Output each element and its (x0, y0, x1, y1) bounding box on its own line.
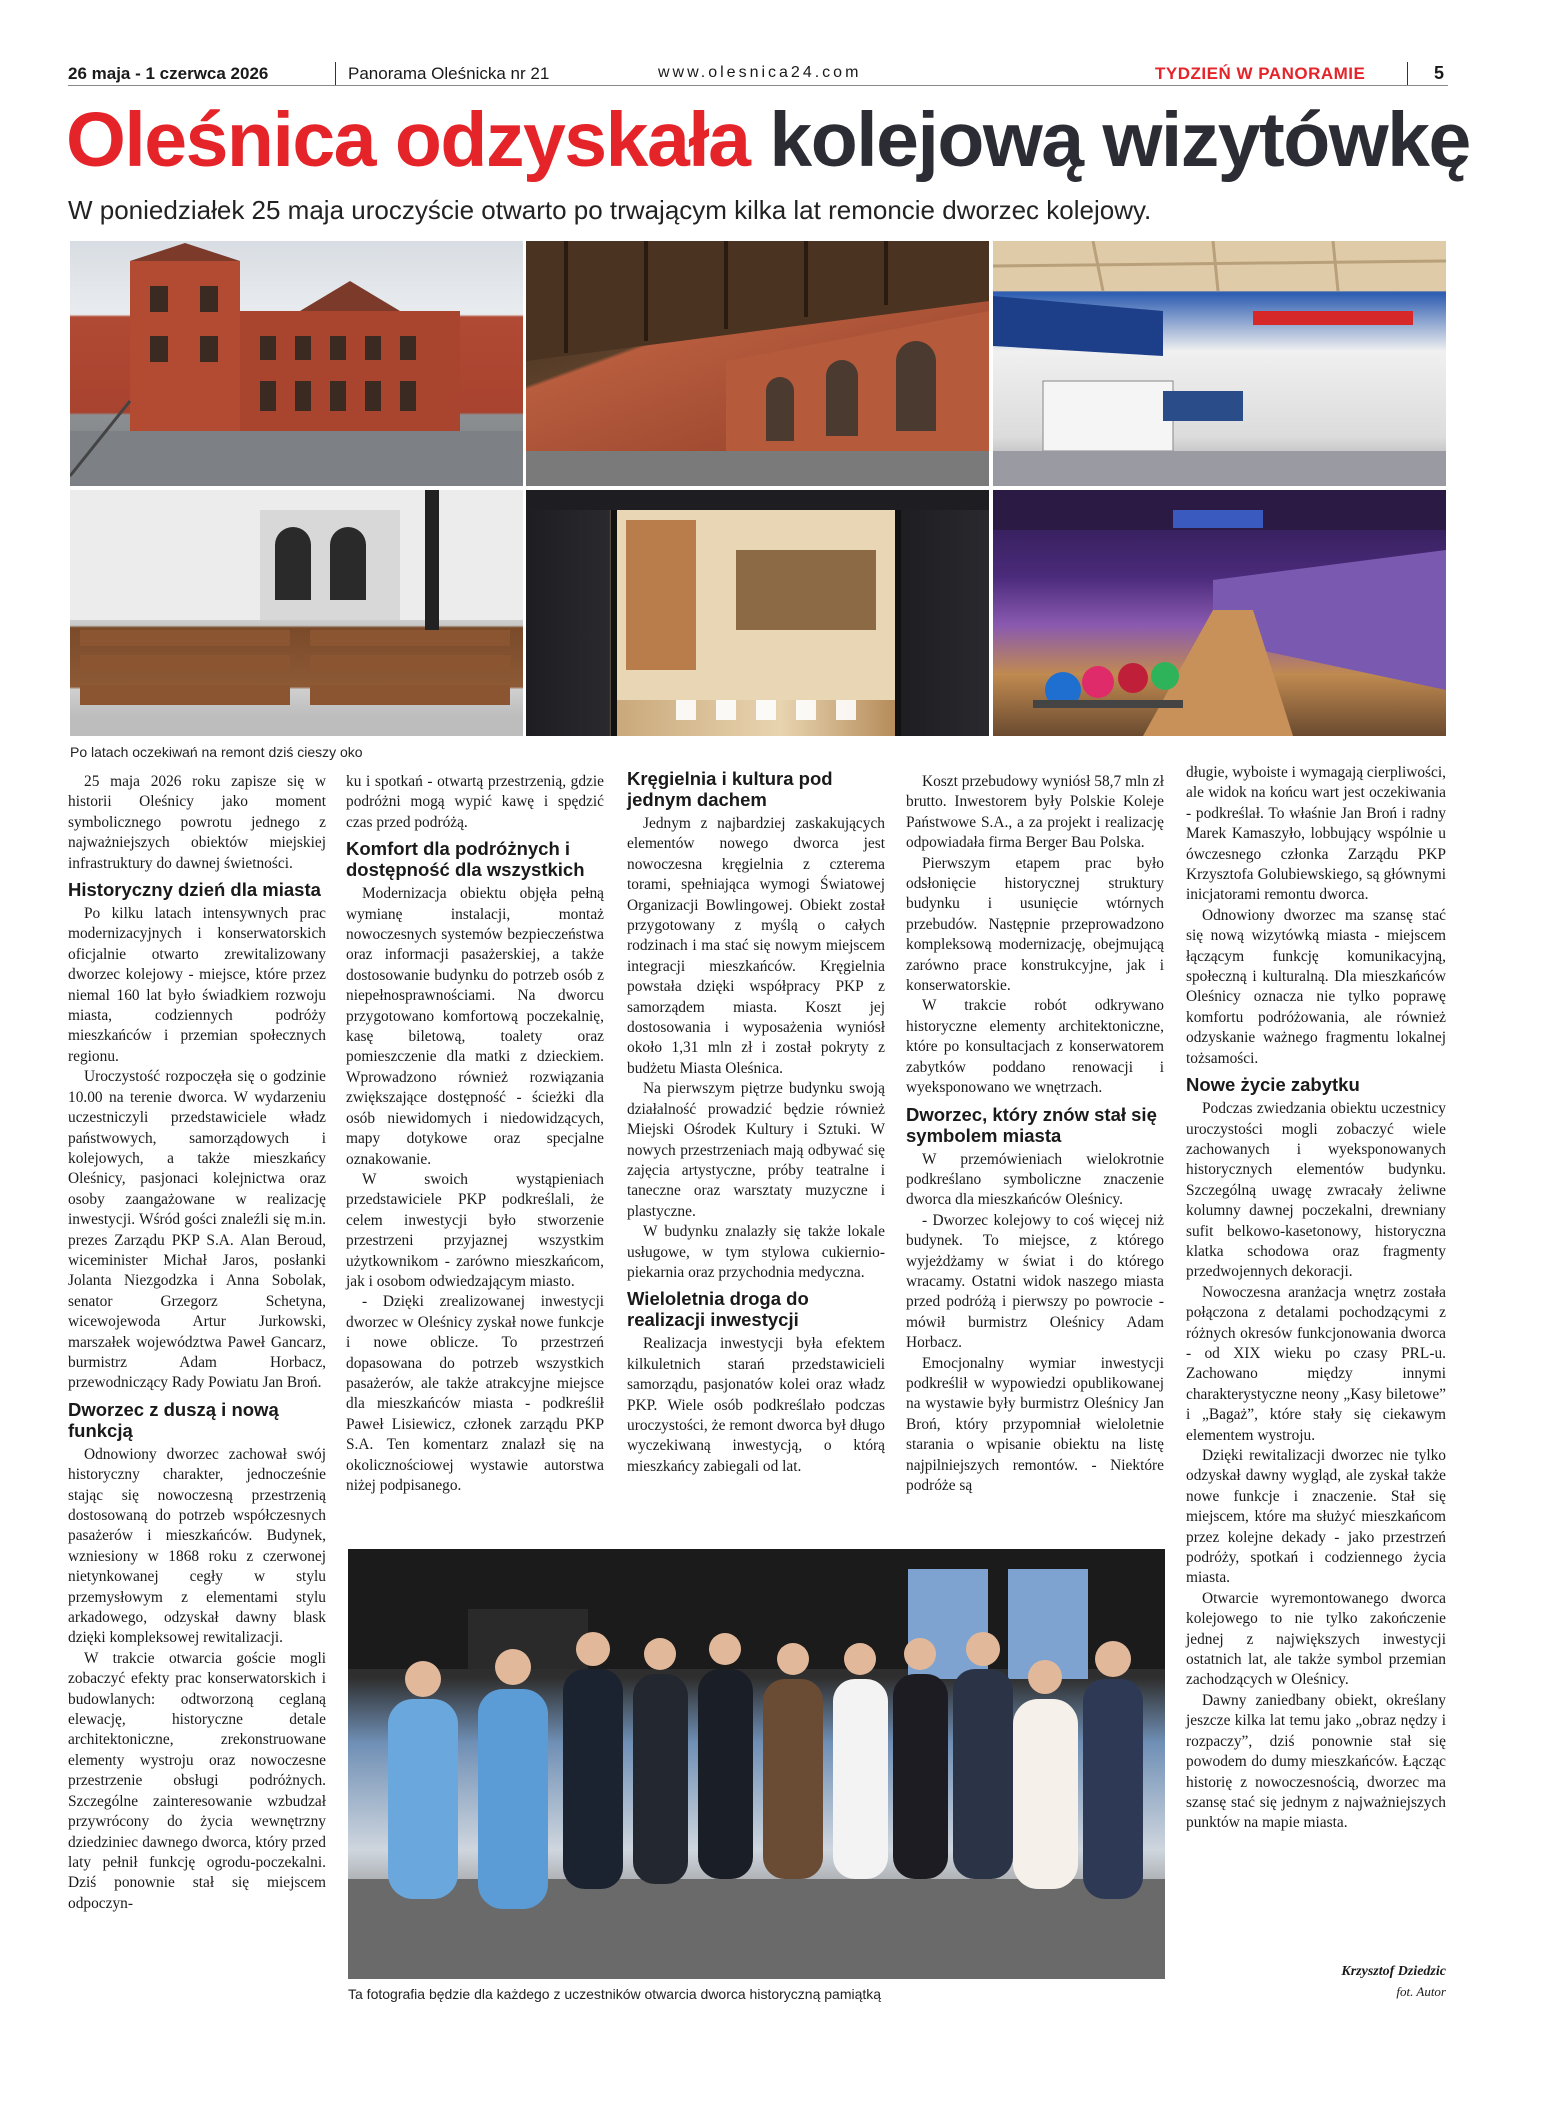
page-number: 5 (1434, 63, 1445, 83)
header-rule (68, 85, 1448, 86)
headline-part-dark: kolejową wizytówkę (769, 97, 1470, 183)
article-paragraph: długie, wyboiste i wymagają cierpliwości, ale widok na końcu wart jest oczekiwania - podkreślał. To właśnie Jan Broń i radny Marek Kamaszyło, lobbujący wspólnie u ówczesnego członka Zarządu PKP Krzysztofa Golubiewskiego, są głównymi inicjatorami remontu dworca. (1186, 764, 1446, 904)
article-column-1 (68, 772, 326, 1914)
paper-name: Panorama Oleśnicka nr 21 (348, 64, 550, 83)
article-paragraph: Pierwszym etapem prac było odsłonięcie historycznej struktury budynku i usunięcie wtórnych przebudów. Następnie przeprowadzono kompleksową modernizację, obejmującą zarówno prace konstrukcyjne, jak i konserwatorskie. (906, 854, 1164, 995)
photo-group-opening (348, 1549, 1165, 1979)
photo-ticket-hall (993, 241, 1446, 486)
article-paragraph: - Dzięki zrealizowanej inwestycji dworzec w Oleśnicy zyskał nowe funkcje i nowe oblicze. To przestrzeń dopasowana do potrzeb wszystkich pasażerów, ale także atrakcyjne miejsce dla mieszkańców miasta - podkreślił Paweł Lisiewicz, członek zarządu PKP S.A. Ten komentarz znalazł się na okolicznościowej wystawie autorstwa niżej podpisanego. (346, 1293, 604, 1494)
article-subheading: Historyczny dzień dla miasta (68, 879, 321, 901)
article-paragraph: Jednym z najbardziej zaskakujących elementów nowego dworca jest nowoczesna kręgielnia z czterema torami, spełniająca wymogi Światowej Organizacji Bowlingowej. Obiekt został przygotowany z myślą o całych rodzinach i ma stać się nowym miejscem integracji mieszkańców. Kręgielnia powstała dzięki współpracy PKP z samorządem miasta. Koszt jej dostosowania i wyposażenia wyniósł około 1,31 mln zł i został pokryty z budżetu Miasta Oleśnica. (627, 815, 885, 1077)
photo-platform-arcade (526, 241, 989, 486)
article-paragraph: - Dworzec kolejowy to coś więcej niż budynek. To miejsce, z którego wyjeżdżamy w świat i do którego wracamy. Ostatni widok naszego miasta przed podróżą i pierwszy po powrocie - mówił burmistrz Oleśnicy Adam Horbacz. (906, 1211, 1164, 1352)
headline (66, 97, 1470, 183)
photo-bowling-alley (993, 490, 1446, 736)
article-column-5 (1186, 763, 1446, 1834)
article-paragraph: Podczas zwiedzania obiektu uczestnicy uroczystości mogli zobaczyć wiele zachowanych i wyeksponowanych historycznych elementów budynku. Szczególną uwagę zwracały żeliwne kolumny dawnej poczekalni, drewniany sufit belkowo-kasetonowy, historyczna klatka schodowa oraz fragmenty przedwojennych dekoracji. (1186, 1100, 1446, 1281)
article-paragraph: Dzięki rewitalizacji dworzec nie tylko odzyskał dawny wygląd, ale zyskał także nowe funkcje i znaczenie. Stał się miejscem, które ma służyć mieszkańcom przez kolejne dekady - jako przestrzeń podróży, spotkań i codziennego życia miasta. (1186, 1447, 1446, 1587)
article-paragraph: Uroczystość rozpoczęła się o godzinie 10.00 na terenie dworca. W wydarzeniu uczestniczyli przedstawiciele władz państwowych, samorządowych i kolejowych, a także mieszkańcy Oleśnicy, pasjonaci kolejnictwa oraz osoby zaangażowane w realizację inwestycji. Wśród gości znaleźli się m.in. prezes Zarządu PKP S.A. Alan Beroud, wiceminister Michał Jaros, posłanki Jolanta Niezgodzka i Anna Sobolak, senator Grzegorz Schetyna, wicewojewoda Artur Jurkowski, marszałek województwa Paweł Gancarz, burmistrz Adam Horbacz, przewodniczący Rady Powiatu Jan Broń. (68, 1068, 326, 1392)
photo-waiting-room (70, 490, 523, 736)
article-paragraph: Dawny zaniedbany obiekt, określany jeszcze kilka lat temu jako „obraz nędzy i rozpaczy”, dziś ponownie stał się powodem do dumy mieszkańców. Łącząc historię z nowoczesnością, dworzec ma szansę stać się jednym z najważniejszych punktów na mapie miasta. (1186, 1691, 1446, 1832)
article-paragraph: 25 maja 2026 roku zapisze się w historii Oleśnicy jako moment symbolicznego powrotu jednego z najważniejszych obiektów miejskiej infrastruktury do dawnej świetności. (68, 773, 326, 872)
headline-part-red: Oleśnica odzyskała (66, 97, 750, 183)
article-subheading: Komfort dla podróżnych i dostępność dla wszystkich (346, 838, 585, 881)
article-paragraph: W trakcie otwarcia goście mogli zobaczyć efekty prac konserwatorskich i budowlanych: odtworzoną ceglaną elewację, historyczne detale architektoniczne, zrekonstruowane elementy wystroju oraz nowoczesne przestrzenie obsługi podróżnych. Szczególne zainteresowanie wzbudzał przywrócony do życia wewnętrzny dziedziniec dawnego dworca, który przed laty pełnił funkcję ogrodu-poczekalni. Dziś ponownie stał się miejscem odpoczyn- (68, 1649, 326, 1912)
article-paragraph: W trakcie robót odkrywano historyczne elementy architektoniczne, które po konsultacjach z konserwatorem zabytków poddano renowacji i wyeksponowano we wnętrzach. (906, 997, 1164, 1097)
article-paragraph: Nowoczesna aranżacja wnętrz została połączona z detalami pochodzącymi z różnych okresów funkcjonowania dworca - od XIX wieku po czasy PRL-u. Zachowano między innymi charakterystyczne neony „Kasy biletowe” i „Bagaż”, które stały się ciekawym elementem wystroju. (1186, 1283, 1446, 1444)
author-byline: Krzysztof Dziedzic (1341, 1964, 1446, 1979)
article-paragraph: Realizacja inwestycji była efektem kilkuletnich starań przedstawicieli samorządu, pasjonatów kolei oraz władz PKP. Wiele osób podkreślało podczas uroczystości, że remont dworca był długo wyczekiwaną inwestycją, o którą mieszkańcy zabiegali od lat. (627, 1335, 885, 1475)
photo-caption: Po latach oczekiwań na remont dziś cieszy oko (70, 744, 363, 760)
photo-bakery-entrance (526, 490, 989, 736)
lead-paragraph: W poniedziałek 25 maja uroczyście otwarto po trwającym kilka lat remoncie dworzec kolejowy. (68, 195, 1152, 225)
article-paragraph: Otwarcie wyremontowanego dworca kolejowego to nie tylko zakończenie jednej z największych inwestycji ostatnich lat, ale także symbol przemian zachodzących w Oleśnicy. (1186, 1589, 1446, 1689)
article-paragraph: Modernizacja obiektu objęła pełną wymianę instalacji, montaż nowoczesnych systemów bezpieczeństwa oraz informacji pasażerskiej, a także dostosowanie budynku do potrzeb osób z niepełnosprawnościami. Na dworcu przygotowano komfortową poczekalnię, kasę biletową, toalety oraz pomieszczenie dla matki z dzieckiem. Wprowadzono również rozwiązania zwiększające dostępność - ścieżki dla osób niewidomych i niedowidzących, mapy dotykowe oraz specjalne oznakowanie. (346, 885, 604, 1168)
article-column-4 (906, 772, 1164, 1496)
article-paragraph: Odnowiony dworzec ma szansę stać się nową wizytówką miasta - miejscem łączącym funkcję komunikacyjną, społeczną i kulturalną. Dla mieszkańców Oleśnicy oznacza nie tylko poprawę komfortu podróżowania, ale również odzyskanie ważnego fragmentu lokalnej tożsamości. (1186, 906, 1446, 1067)
article-paragraph: Na pierwszym piętrze budynku swoją działalność prowadzić będzie również Miejski Ośrodek Kultury i Sztuki. W nowych przestrzeniach mają odbywać się zajęcia artystyczne, próby teatralne i taneczne oraz warsztaty muzyczne i plastyczne. (627, 1080, 885, 1220)
article-subheading: Dworzec, który znów stał się symbolem miasta (906, 1103, 1157, 1146)
header-divider (1407, 62, 1408, 86)
photo-caption: Ta fotografia będzie dla każdego z uczestników otwarcia dworca historyczną pamiątką (348, 1986, 882, 2002)
header-divider (335, 62, 336, 86)
article-subheading: Nowe życie zabytku (1186, 1074, 1360, 1096)
article-paragraph: ku i spotkań - otwartą przestrzenią, gdzie podróżni mogą wypić kawę i spędzić czas przed podróżą. (346, 773, 604, 831)
photo-station-exterior (70, 241, 523, 486)
website-url: www.olesnica24.com (658, 64, 862, 81)
photo-credit: fot. Autor (1396, 1984, 1446, 1999)
article-paragraph: Emocjonalny wymiar inwestycji podkreślił w wypowiedzi opublikowanej na wystawie były burmistrz Oleśnicy Jan Broń, który przypomniał wieloletnie starania o wpisanie obiektu na listę najpilniejszych remontów. - Niektóre podróże są (906, 1354, 1164, 1494)
issue-date: 26 maja - 1 czerwca 2026 (68, 64, 269, 83)
article-column-2 (346, 772, 604, 1496)
article-paragraph: Po kilku latach intensywnych prac modernizacyjnych i konserwatorskich oficjalnie otwarto zrewitalizowany dworzec kolejowy - miejsce, które przez niemal 160 lat było świadkiem rozwoju miasta, codziennych podróży mieszkańców i przemian społecznych regionu. (68, 905, 326, 1065)
article-subheading: Dworzec z duszą i nową funkcją (68, 1398, 279, 1441)
article-subheading: Wieloletnia droga do realizacji inwestycji (627, 1288, 809, 1331)
section-title: TYDZIEŃ W PANORAMIE (1155, 64, 1366, 83)
article-column-3 (627, 763, 885, 1477)
article-paragraph: Koszt przebudowy wyniósł 58,7 mln zł brutto. Inwestorem były Polskie Koleje Państwowe S.A., a za projekt i realizację odpowiadała firma Berger Bau Polska. (906, 773, 1164, 852)
article-subheading: Kręgielnia i kultura pod jednym dachem (627, 768, 833, 810)
article-paragraph: W swoich wystąpieniach przedstawiciele PKP podkreślali, że celem inwestycji było stworzenie przestrzeni przyjaznej wszystkim użytkownikom - zarówno mieszkańcom, jak i osobom odwiedzającym miasto. (346, 1170, 604, 1290)
article-paragraph: Odnowiony dworzec zachował swój historyczny charakter, jednocześnie stając się nowoczesną przestrzenią dostosowaną do potrzeb współczesnych pasażerów i mieszkańców. Budynek, wzniesiony w 1868 roku z czerwonej nietynkowanej cegły w stylu przemysłowym z elementami stylu arkadowego, odzyskał dawny blask dzięki kompleksowej rewitalizacji. (68, 1445, 326, 1647)
article-paragraph: W przemówieniach wielokrotnie podkreślano symboliczne znaczenie dworca dla mieszkańców Oleśnicy. (906, 1150, 1164, 1209)
article-paragraph: W budynku znalazły się także lokale usługowe, w tym stylowa cukiernio-piekarnia oraz przychodnia medyczna. (627, 1223, 885, 1281)
